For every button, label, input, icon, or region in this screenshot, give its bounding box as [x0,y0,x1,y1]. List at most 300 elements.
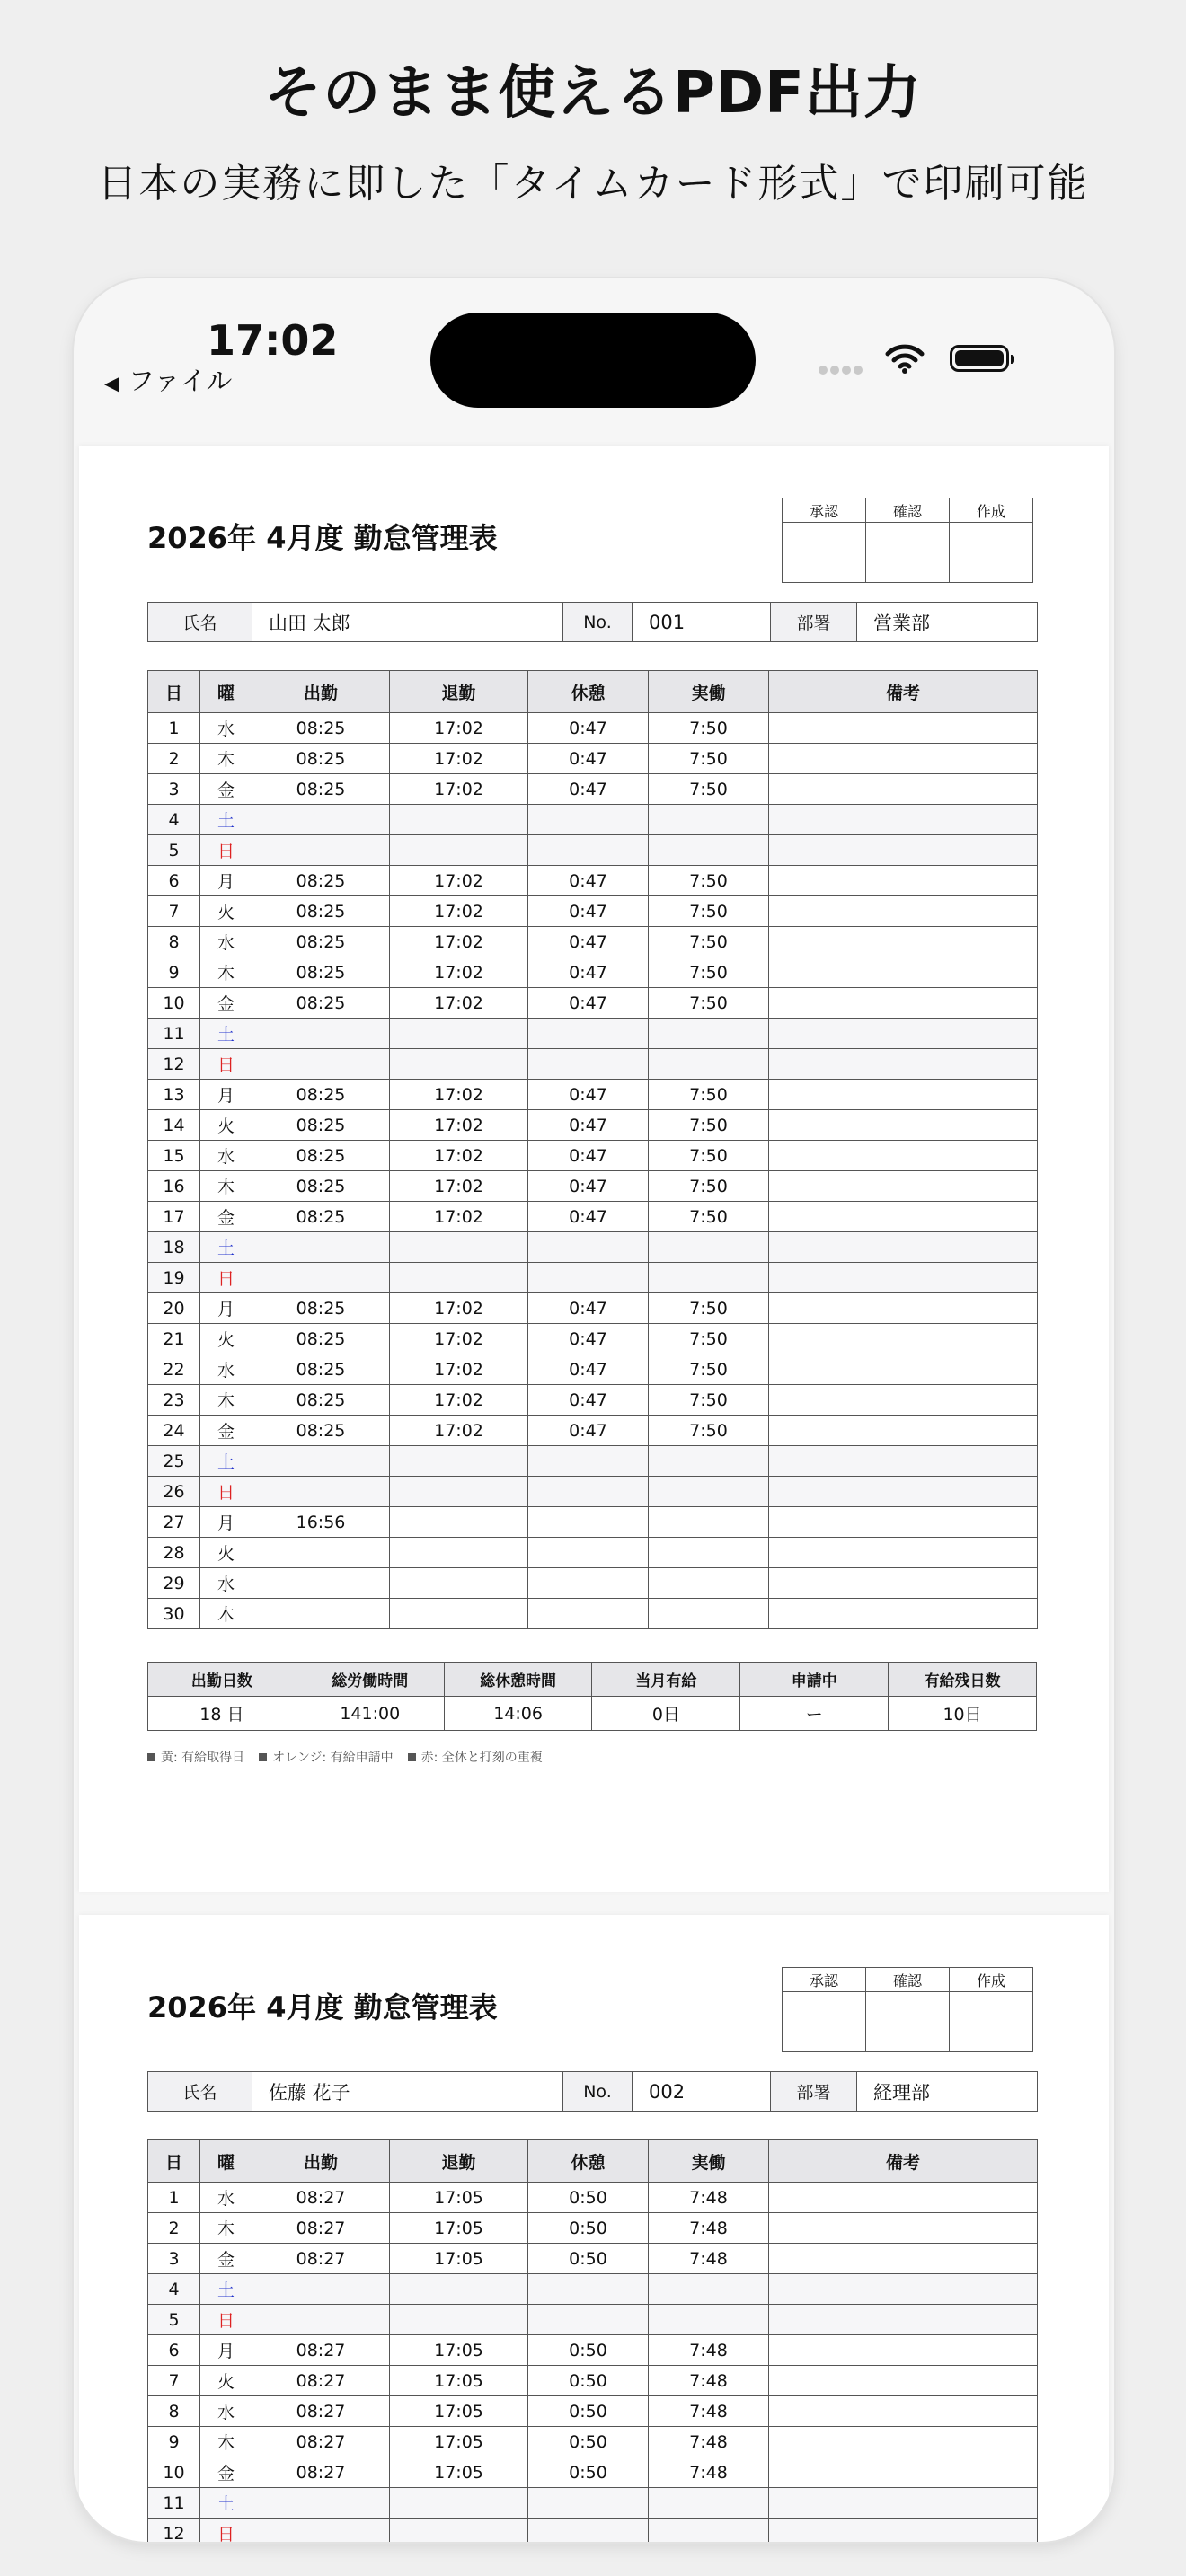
table-row [148,1507,1038,1538]
remarks-cell [769,1568,1038,1599]
table-row [148,2335,1038,2366]
legend-text: オレンジ: 有給申請中 [272,1751,394,1765]
remarks-cell [769,866,1038,896]
day-cell: 27 [148,1507,200,1538]
worked-cell: 7:48 [649,2183,769,2213]
weekday-cell: 日 [200,2519,252,2543]
weekday-cell: 水 [200,2396,252,2427]
worked-cell [649,1507,769,1538]
clock-out-cell: 17:02 [390,927,528,957]
day-cell: 7 [148,2366,200,2396]
table-row [148,2305,1038,2335]
day-cell: 24 [148,1416,200,1446]
worked-cell [649,1019,769,1049]
remarks-cell [769,957,1038,988]
remarks-cell [769,2305,1038,2335]
remarks-cell [769,988,1038,1019]
day-cell: 3 [148,774,200,805]
break-cell: 0:47 [528,713,649,744]
remarks-cell [769,1171,1038,1202]
back-arrow-icon: ◀ [104,373,119,395]
clock-out-cell: 17:02 [390,1080,528,1110]
name-label: 氏名 [148,2072,252,2112]
break-cell [528,1019,649,1049]
clock-in-cell [252,2488,390,2519]
day-cell: 17 [148,1202,200,1232]
break-cell: 0:50 [528,2366,649,2396]
no-label: No. [563,603,633,642]
break-cell: 0:50 [528,2396,649,2427]
cellular-signal-icon [819,361,865,378]
day-cell: 2 [148,2213,200,2244]
weekday-cell: 水 [200,1568,252,1599]
weekday-cell: 火 [200,1110,252,1141]
clock-out-cell: 17:02 [390,1202,528,1232]
creator-label: 作成 [950,1968,1033,1992]
clock-out-cell [390,2274,528,2305]
clock-out-cell [390,1599,528,1629]
column-header: 退勤 [390,671,528,713]
break-cell [528,805,649,835]
remarks-cell [769,2213,1038,2244]
column-header: 実働 [649,671,769,713]
clock-in-cell: 08:27 [252,2213,390,2244]
break-cell: 0:47 [528,896,649,927]
legend-square-icon [408,1753,416,1761]
clock-out-cell: 17:02 [390,896,528,927]
clock-in-cell: 08:27 [252,2366,390,2396]
summary-value: ー [740,1697,889,1731]
break-cell: 0:47 [528,1080,649,1110]
employee-name: 山田 太郎 [252,603,563,642]
remarks-cell [769,744,1038,774]
worked-cell [649,1599,769,1629]
break-cell: 0:47 [528,988,649,1019]
clock-out-cell: 17:02 [390,1385,528,1416]
clock-in-cell: 08:25 [252,957,390,988]
remarks-cell [769,1538,1038,1568]
clock-out-cell [390,1049,528,1080]
weekday-cell: 土 [200,2274,252,2305]
column-header: 曜 [200,2140,252,2183]
confirm-label: 確認 [866,498,950,523]
remarks-cell [769,1080,1038,1110]
table-row [148,927,1038,957]
clock-out-cell: 17:05 [390,2366,528,2396]
table-row [148,957,1038,988]
summary-value: 14:06 [444,1697,592,1731]
sheet-title: 2026年 4月度 勤怠管理表 [147,521,498,555]
clock-in-cell [252,1019,390,1049]
clock-in-cell: 08:25 [252,774,390,805]
weekday-cell: 月 [200,866,252,896]
dept-label: 部署 [771,603,857,642]
clock-out-cell [390,2488,528,2519]
approval-stamp-box [782,498,1033,583]
day-cell: 21 [148,1324,200,1354]
clock-out-cell: 17:05 [390,2183,528,2213]
clock-in-cell: 08:25 [252,1416,390,1446]
clock-in-cell: 08:27 [252,2457,390,2488]
stamp-cell [866,1992,950,2052]
remarks-cell [769,1507,1038,1538]
worked-cell: 7:50 [649,927,769,957]
clock-out-cell [390,1019,528,1049]
worked-cell [649,1568,769,1599]
day-cell: 26 [148,1477,200,1507]
day-cell: 22 [148,1354,200,1385]
worked-cell: 7:50 [649,1293,769,1324]
worked-cell: 7:48 [649,2244,769,2274]
column-header: 出勤 [252,671,390,713]
clock-out-cell: 17:02 [390,774,528,805]
day-cell: 8 [148,927,200,957]
stamp-cell [950,523,1033,583]
clock-in-cell: 08:25 [252,896,390,927]
weekday-cell: 金 [200,2244,252,2274]
worked-cell [649,1477,769,1507]
remarks-cell [769,1599,1038,1629]
clock-in-cell: 08:25 [252,1293,390,1324]
break-cell: 0:50 [528,2457,649,2488]
clock-in-cell: 08:25 [252,1202,390,1232]
clock-out-cell [390,2519,528,2543]
table-row [148,713,1038,744]
no-label: No. [563,2072,633,2112]
break-cell [528,1538,649,1568]
employee-dept: 営業部 [857,603,1038,642]
worked-cell [649,1446,769,1477]
legend-item [259,1751,393,1765]
stamp-cell [866,523,950,583]
summary-header: 出勤日数 [148,1663,296,1697]
clock-in-cell: 08:25 [252,988,390,1019]
day-cell: 10 [148,988,200,1019]
column-header: 備考 [769,2140,1038,2183]
table-row [148,2488,1038,2519]
clock-in-cell [252,805,390,835]
day-cell: 4 [148,805,200,835]
clock-out-cell [390,2305,528,2335]
day-cell: 19 [148,1263,200,1293]
clock-in-cell: 08:27 [252,2244,390,2274]
employee-dept: 経理部 [857,2072,1038,2112]
table-row [148,1354,1038,1385]
weekday-cell: 金 [200,988,252,1019]
table-row [148,2366,1038,2396]
clock-out-cell: 17:02 [390,957,528,988]
weekday-cell: 木 [200,744,252,774]
break-cell: 0:50 [528,2183,649,2213]
day-cell: 12 [148,1049,200,1080]
table-row [148,1202,1038,1232]
weekday-cell: 日 [200,1049,252,1080]
clock-out-cell [390,835,528,866]
day-cell: 9 [148,957,200,988]
summary-value: 141:00 [296,1697,444,1731]
employee-no: 002 [633,2072,771,2112]
break-cell [528,1232,649,1263]
clock-out-cell: 17:02 [390,1416,528,1446]
table-row [148,1568,1038,1599]
employee-info [147,602,1038,642]
weekday-cell: 木 [200,1385,252,1416]
summary-header: 当月有給 [592,1663,740,1697]
worked-cell: 7:50 [649,1324,769,1354]
clock-out-cell [390,805,528,835]
worked-cell [649,805,769,835]
table-row [148,1080,1038,1110]
table-row [148,1324,1038,1354]
legend-square-icon [259,1753,267,1761]
worked-cell: 7:50 [649,1354,769,1385]
wifi-icon [885,343,925,377]
weekday-cell: 金 [200,1416,252,1446]
table-row [148,1477,1038,1507]
day-cell: 4 [148,2274,200,2305]
worked-cell: 7:48 [649,2457,769,2488]
clock-in-cell [252,2519,390,2543]
remarks-cell [769,1446,1038,1477]
clock-in-cell [252,1049,390,1080]
clock-out-cell [390,1568,528,1599]
worked-cell: 7:48 [649,2427,769,2457]
creator-label: 作成 [950,498,1033,523]
table-row [148,1263,1038,1293]
day-cell: 13 [148,1080,200,1110]
day-cell: 30 [148,1599,200,1629]
clock-in-cell: 16:56 [252,1507,390,1538]
weekday-cell: 水 [200,2183,252,2213]
day-cell: 5 [148,2305,200,2335]
weekday-cell: 金 [200,774,252,805]
summary-table [147,1662,1037,1731]
weekday-cell: 水 [200,1354,252,1385]
weekday-cell: 土 [200,805,252,835]
day-cell: 28 [148,1538,200,1568]
clock-in-cell [252,2274,390,2305]
worked-cell [649,2488,769,2519]
table-row [148,866,1038,896]
column-header: 日 [148,671,200,713]
day-cell: 3 [148,2244,200,2274]
weekday-cell: 木 [200,957,252,988]
legend-text: 赤: 全休と打刻の重複 [420,1751,543,1765]
clock-in-cell: 08:25 [252,1080,390,1110]
break-cell: 0:47 [528,1171,649,1202]
table-row [148,1110,1038,1141]
column-header: 休憩 [528,671,649,713]
worked-cell: 7:48 [649,2213,769,2244]
table-row [148,988,1038,1019]
worked-cell: 7:50 [649,1141,769,1171]
remarks-cell [769,2427,1038,2457]
clock-in-cell: 08:27 [252,2396,390,2427]
break-cell [528,2488,649,2519]
table-row [148,1232,1038,1263]
break-cell [528,1049,649,1080]
remarks-cell [769,1019,1038,1049]
worked-cell: 7:50 [649,713,769,744]
attendance-table [147,2139,1038,2542]
clock-out-cell [390,1538,528,1568]
table-row [148,1446,1038,1477]
table-row [148,805,1038,835]
weekday-cell: 金 [200,1202,252,1232]
day-cell: 25 [148,1446,200,1477]
remarks-cell [769,2366,1038,2396]
break-cell [528,1477,649,1507]
worked-cell: 7:50 [649,866,769,896]
clock-in-cell [252,1538,390,1568]
weekday-cell: 火 [200,1538,252,1568]
weekday-cell: 月 [200,1507,252,1538]
weekday-cell: 日 [200,2305,252,2335]
column-header: 退勤 [390,2140,528,2183]
day-cell: 10 [148,2457,200,2488]
break-cell: 0:47 [528,744,649,774]
weekday-cell: 火 [200,2366,252,2396]
worked-cell: 7:48 [649,2396,769,2427]
break-cell [528,1599,649,1629]
weekday-cell: 木 [200,1171,252,1202]
day-cell: 9 [148,2427,200,2457]
clock-in-cell [252,2305,390,2335]
weekday-cell: 火 [200,1324,252,1354]
worked-cell: 7:50 [649,744,769,774]
table-row [148,2213,1038,2244]
summary-header: 有給残日数 [889,1663,1037,1697]
table-row [148,2244,1038,2274]
day-cell: 5 [148,835,200,866]
clock-out-cell: 17:02 [390,1293,528,1324]
table-row [148,1049,1038,1080]
worked-cell: 7:50 [649,988,769,1019]
break-cell: 0:50 [528,2335,649,2366]
break-cell: 0:50 [528,2213,649,2244]
pdf-page-2 [79,1915,1109,2542]
clock-out-cell: 17:02 [390,1171,528,1202]
weekday-cell: 土 [200,1232,252,1263]
day-cell: 18 [148,1232,200,1263]
employee-info [147,2071,1038,2112]
break-cell [528,835,649,866]
clock-in-cell [252,1477,390,1507]
summary-value: 10日 [889,1697,1037,1731]
worked-cell [649,1049,769,1080]
clock-out-cell [390,1263,528,1293]
clock-out-cell: 17:05 [390,2396,528,2427]
weekday-cell: 木 [200,1599,252,1629]
summary-value: 0日 [592,1697,740,1731]
clock-out-cell: 17:05 [390,2213,528,2244]
approval-label: 承認 [783,498,866,523]
table-row [148,896,1038,927]
clock-out-cell: 17:05 [390,2335,528,2366]
approval-label: 承認 [783,1968,866,1992]
clock-in-cell: 08:25 [252,1110,390,1141]
break-cell: 0:47 [528,927,649,957]
worked-cell: 7:50 [649,1110,769,1141]
day-cell: 1 [148,713,200,744]
worked-cell [649,1538,769,1568]
weekday-cell: 月 [200,1293,252,1324]
dynamic-island [430,313,756,408]
summary-header: 総休憩時間 [444,1663,592,1697]
break-cell [528,2274,649,2305]
break-cell: 0:47 [528,957,649,988]
clock-out-cell [390,1446,528,1477]
clock-in-cell: 08:25 [252,927,390,957]
column-header: 備考 [769,671,1038,713]
clock-in-cell [252,1263,390,1293]
table-row [148,1385,1038,1416]
worked-cell [649,835,769,866]
table-row [148,835,1038,866]
clock-out-cell: 17:05 [390,2244,528,2274]
clock-in-cell [252,1446,390,1477]
worked-cell: 7:50 [649,774,769,805]
summary-header: 申請中 [740,1663,889,1697]
clock-in-cell: 08:25 [252,744,390,774]
break-cell [528,2305,649,2335]
day-cell: 15 [148,1141,200,1171]
day-cell: 2 [148,744,200,774]
table-row [148,1141,1038,1171]
remarks-cell [769,1141,1038,1171]
worked-cell: 7:50 [649,896,769,927]
weekday-cell: 月 [200,2335,252,2366]
worked-cell [649,2274,769,2305]
weekday-cell: 火 [200,896,252,927]
name-label: 氏名 [148,603,252,642]
weekday-cell: 土 [200,1446,252,1477]
clock-out-cell: 17:05 [390,2457,528,2488]
remarks-cell [769,1324,1038,1354]
clock-out-cell: 17:02 [390,1354,528,1385]
remarks-cell [769,713,1038,744]
break-cell: 0:47 [528,1110,649,1141]
clock-out-cell: 17:02 [390,713,528,744]
stamp-cell [783,1992,866,2052]
clock-in-cell [252,1232,390,1263]
table-row [148,1171,1038,1202]
back-button[interactable] [104,361,232,398]
weekday-cell: 金 [200,2457,252,2488]
remarks-cell [769,1110,1038,1141]
attendance-table [147,670,1038,1629]
remarks-cell [769,774,1038,805]
break-cell: 0:50 [528,2244,649,2274]
break-cell: 0:47 [528,774,649,805]
clock-out-cell [390,1477,528,1507]
remarks-cell [769,835,1038,866]
approval-stamp-box [782,1967,1033,2052]
break-cell: 0:47 [528,1416,649,1446]
clock-in-cell: 08:25 [252,1385,390,1416]
worked-cell: 7:50 [649,1171,769,1202]
clock-out-cell: 17:02 [390,988,528,1019]
legend-square-icon [147,1753,155,1761]
remarks-cell [769,896,1038,927]
clock-in-cell: 08:25 [252,713,390,744]
table-row [148,1599,1038,1629]
table-row [148,2427,1038,2457]
worked-cell: 7:48 [649,2366,769,2396]
break-cell: 0:47 [528,1293,649,1324]
table-row [148,2396,1038,2427]
break-cell [528,1263,649,1293]
